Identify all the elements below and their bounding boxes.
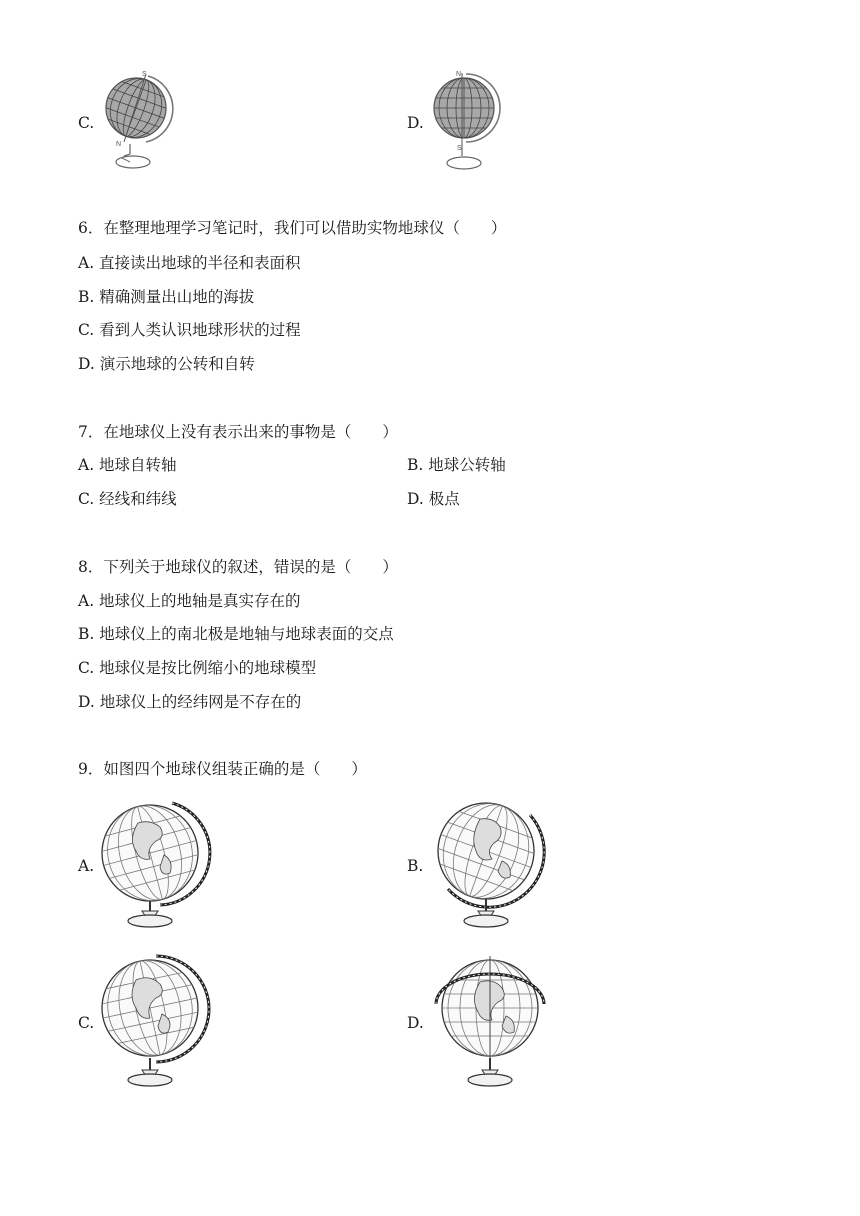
q9-globe-a-image [98, 797, 213, 932]
q5-globe-d-image [428, 70, 508, 175]
q9-option-d-label: D. [407, 1014, 424, 1032]
q6-stem: 6．在整理地理学习笔记时，我们可以借助实物地球仪（ ） [78, 219, 507, 237]
q7-option-c: C. 经线和纬线 [78, 490, 177, 508]
q8-option-d: D. 地球仪上的经纬网是不存在的 [78, 693, 302, 711]
globe-c-top-letter: S [142, 71, 147, 78]
q6-option-c: C. 看到人类认识地球形状的过程 [78, 321, 301, 339]
q6-option-a: A. 直接读出地球的半径和表面积 [78, 254, 301, 272]
q9-option-a-label: A. [78, 857, 95, 875]
q5-globe-c-image [100, 70, 180, 175]
q9-globe-d-image [430, 952, 555, 1092]
globe-c-bottom-letter: N [116, 141, 122, 148]
q9-stem: 9．如图四个地球仪组装正确的是（ ） [78, 760, 367, 778]
q9-option-c-label: C. [78, 1014, 95, 1032]
q9-option-b-label: B. [407, 857, 424, 875]
q9-globe-c-image [98, 952, 213, 1092]
q5-option-c-label: C. [78, 114, 95, 132]
q8-option-c: C. 地球仪是按比例缩小的地球模型 [78, 659, 317, 677]
q7-option-d: D. 极点 [407, 490, 460, 508]
q5-option-d-label: D. [407, 114, 424, 132]
globe-d-bottom-letter: S [457, 145, 462, 152]
q6-option-b: B. 精确测量出山地的海拔 [78, 288, 255, 306]
q6-option-d: D. 演示地球的公转和自转 [78, 355, 255, 373]
q9-globe-b-image [430, 797, 545, 932]
q7-stem: 7．在地球仪上没有表示出来的事物是（ ） [78, 423, 398, 441]
q8-stem: 8．下列关于地球仪的叙述，错误的是（ ） [78, 558, 398, 576]
q8-option-a: A. 地球仪上的地轴是真实存在的 [78, 592, 301, 610]
q8-option-b: B. 地球仪上的南北极是地轴与地球表面的交点 [78, 625, 394, 643]
globe-d-top-letter: N [456, 71, 462, 78]
q7-option-a: A. 地球自转轴 [78, 456, 177, 474]
q7-option-b: B. 地球公转轴 [407, 456, 506, 474]
